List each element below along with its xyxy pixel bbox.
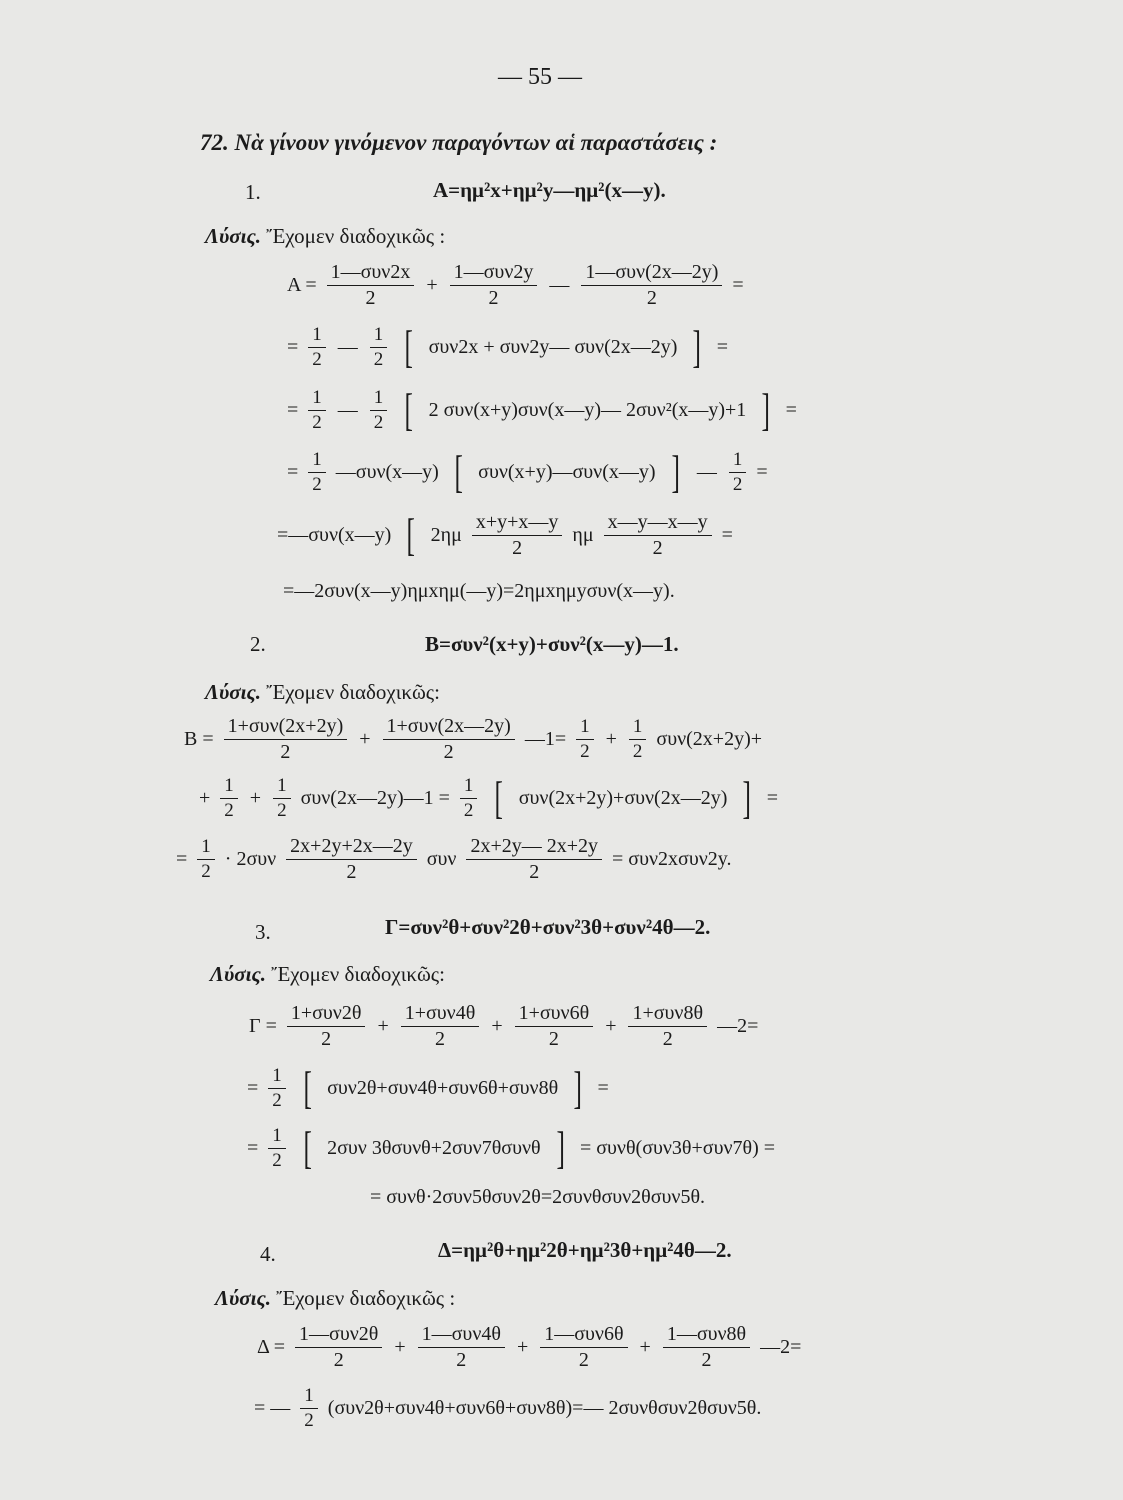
operator: + — [377, 1015, 389, 1037]
lhs: = — [247, 1136, 259, 1159]
left-bracket: [ — [494, 772, 504, 824]
lhs: Α = — [287, 274, 317, 296]
fraction: $\frac{1}{2}$ — [268, 1066, 286, 1111]
solution-intro-2 — [205, 680, 440, 705]
equation-line — [243, 1122, 779, 1174]
right-bracket: ] — [573, 1062, 583, 1114]
solution-intro-3 — [210, 962, 445, 987]
fraction: $\frac{\text{1—συν6θ}}{2}$ — [540, 1324, 627, 1371]
result: = συνθ(συν3θ+συν7θ) = — [579, 1136, 776, 1159]
equation-line — [195, 772, 782, 824]
fraction: $\frac{1}{2}$ — [300, 1386, 318, 1431]
item-number-4: 4. — [260, 1242, 276, 1266]
equation-line — [283, 262, 748, 309]
right-bracket: ] — [742, 772, 752, 824]
equation-line — [253, 1324, 805, 1371]
fraction: $\frac{\text{1+συν8θ}}{2}$ — [628, 1003, 707, 1050]
left-bracket: [ — [406, 509, 416, 561]
left-bracket: [ — [303, 1062, 312, 1114]
bracket-content: συν2x + συν2y— συν(2x—2y) — [428, 335, 678, 358]
item-number-3: 3. — [255, 920, 271, 944]
fraction: $\frac{1}{2}$ — [308, 325, 326, 370]
equation-line — [283, 446, 772, 498]
lhs: = — [287, 335, 299, 358]
fraction: $\frac{\text{1—συν8θ}}{2}$ — [663, 1324, 750, 1371]
fraction: $\frac{1}{2}$ — [197, 837, 215, 882]
left-bracket: [ — [454, 446, 463, 498]
result: = συνθ·2συν5θσυν2θ=2συνθσυν2θσυν5θ. — [370, 1186, 706, 1208]
equation-line — [283, 384, 801, 436]
lysis-label: Λύσις. — [205, 680, 262, 704]
lhs: Δ = — [257, 1336, 286, 1358]
equation-line — [283, 321, 732, 373]
fraction: $\frac{2x+2y— 2x+2y}{2}$ — [466, 836, 602, 883]
fraction: $\frac{\text{1—συν2θ}}{2}$ — [295, 1324, 382, 1371]
operator: + — [605, 728, 617, 750]
fraction: $\frac{2x+2y+2x—2y}{2}$ — [286, 836, 417, 883]
lhs: = — — [254, 1396, 291, 1419]
right-bracket: ] — [670, 446, 680, 498]
fraction: $\frac{1}{2}$ — [308, 388, 326, 433]
operator: + — [249, 786, 262, 809]
lhs: = — [247, 1076, 259, 1099]
fraction: $\frac{1}{2}$ — [308, 450, 326, 495]
fraction: $\frac{1}{2}$ — [460, 776, 478, 821]
fraction: $\frac{\text{1—συν(2x—2y)}}{2}$ — [581, 262, 722, 309]
bracket-content: συν(x+y)—συν(x—y) — [478, 460, 656, 483]
lhs: = — [176, 848, 188, 870]
bracket-content: συν2θ+συν4θ+συν6θ+συν8θ — [327, 1076, 559, 1099]
equals: = — [785, 398, 797, 421]
lysis-text: Ἔχομεν διαδοχικῶς : — [266, 224, 446, 248]
lhs: + — [199, 786, 211, 809]
operator: + — [394, 1336, 406, 1358]
operator: + — [639, 1336, 651, 1358]
lysis-label: Λύσις. — [215, 1286, 272, 1310]
lysis-text: Ἔχομεν διαδοχικῶς: — [266, 680, 440, 704]
equals: = — [756, 460, 768, 483]
term: —2= — [760, 1336, 802, 1358]
operator: + — [605, 1015, 617, 1037]
bracket-content: συν(2x+2y)+συν(2x—2y) — [518, 786, 728, 809]
operator: + — [491, 1015, 503, 1037]
right-bracket: ] — [556, 1122, 565, 1174]
right-bracket: ] — [692, 321, 702, 373]
term: —2= — [717, 1015, 759, 1037]
lysis-label: Λύσις. — [205, 224, 262, 248]
fraction: $\frac{\text{1—συν2x}}{2}$ — [327, 262, 415, 309]
fraction: $\frac{1}{2}$ — [576, 717, 594, 762]
fraction: $\frac{1}{2}$ — [273, 776, 291, 821]
equation-line — [273, 509, 737, 561]
factor: ημ — [572, 524, 594, 546]
lhs: = — [287, 398, 299, 421]
lhs: Γ = — [249, 1015, 277, 1037]
equals: = — [732, 274, 744, 296]
term: —1= — [524, 728, 567, 750]
equation-line — [370, 1186, 705, 1209]
factor: συν — [426, 848, 457, 870]
fraction: $\frac{\text{1+συν4θ}}{2}$ — [401, 1003, 480, 1050]
equation-line — [250, 1386, 765, 1431]
lysis-label: Λύσις. — [210, 962, 267, 986]
fraction: $\frac{1}{2}$ — [629, 717, 647, 762]
equation-line — [245, 1003, 762, 1050]
equals: = — [766, 786, 778, 809]
operator: + — [359, 728, 371, 750]
operator: — — [696, 460, 717, 483]
expression-1: Α=ημ²x+ημ²y—ημ²(x—y). — [433, 178, 666, 202]
lhs: =—συν(x—y) — [277, 524, 392, 546]
item-number-1: 1. — [245, 180, 261, 204]
equation-line — [172, 836, 735, 883]
factor: 2ημ — [430, 524, 462, 546]
factor: —συν(x—y) — [335, 460, 439, 483]
fraction: $\frac{\text{1+συν2θ}}{2}$ — [287, 1003, 366, 1050]
expression-3: Γ=συν²θ+συν²2θ+συν²3θ+συν²4θ—2. — [385, 915, 711, 939]
fraction: $\frac{1}{2}$ — [370, 325, 388, 370]
solution-intro-1 — [205, 224, 445, 249]
expression-4: Δ=ημ²θ+ημ²2θ+ημ²3θ+ημ²4θ—2. — [438, 1238, 732, 1262]
result: (συν2θ+συν4θ+συν6θ+συν8θ)=— 2συνθσυν2θσυν5θ. — [327, 1396, 762, 1419]
fraction: $\frac{1}{2}$ — [268, 1126, 286, 1171]
fraction: $\frac{1}{2}$ — [220, 776, 238, 821]
left-bracket: [ — [404, 384, 414, 436]
fraction: $\frac{\text{1+συν(2x—2y)}}{2}$ — [383, 716, 515, 763]
term: συν(2x+2y)+ — [656, 728, 763, 750]
fraction: $\frac{\text{1+συν6θ}}{2}$ — [515, 1003, 594, 1050]
result: =—2συν(x—y)ημxημ(—y)=2ημxημyσυν(x—y). — [283, 580, 675, 602]
equation-line — [180, 716, 766, 763]
equals: = — [716, 335, 728, 358]
operator: — — [337, 335, 358, 358]
lhs: = — [287, 460, 299, 483]
result: = συν2xσυν2y. — [612, 848, 732, 870]
factor: · 2συν — [224, 848, 277, 870]
fraction: $\frac{1}{2}$ — [370, 388, 388, 433]
solution-intro-4 — [215, 1286, 455, 1311]
equation-line — [283, 580, 675, 603]
bracket-content: 2 συν(x+y)συν(x—y)— 2συν²(x—y)+1 — [428, 398, 747, 421]
page-number: — 55 — — [498, 64, 582, 90]
operator: + — [516, 1336, 529, 1358]
item-number-2: 2. — [250, 632, 266, 656]
fraction: $\frac{\text{1+συν(2x+2y)}}{2}$ — [224, 716, 348, 763]
operator: — — [549, 274, 570, 296]
lysis-text: Ἔχομεν διαδοχικῶς: — [271, 962, 445, 986]
fraction: $\frac{\text{1—συν2y}}{2}$ — [450, 262, 538, 309]
equals: = — [597, 1076, 609, 1099]
equation-line — [243, 1062, 613, 1114]
lysis-text: Ἔχομεν διαδοχικῶς : — [276, 1286, 456, 1310]
fraction: $\frac{\text{1—συν4θ}}{2}$ — [418, 1324, 505, 1371]
expression-2: Β=συν²(x+y)+συν²(x—y)—1. — [425, 632, 679, 656]
fraction: $\frac{1}{2}$ — [729, 450, 747, 495]
right-bracket: ] — [761, 384, 771, 436]
operator: + — [426, 274, 438, 296]
bracket-content: 2συν 3θσυνθ+2συν7θσυνθ — [327, 1136, 541, 1159]
term: συν(2x—2y)—1 = — [300, 786, 450, 809]
equals: = — [721, 524, 733, 546]
lhs: Β = — [184, 728, 214, 750]
fraction: $\frac{x+y+x—y}{2}$ — [472, 512, 563, 559]
left-bracket: [ — [303, 1122, 312, 1174]
exercise-heading: 72. Νὰ γίνουν γινόμενον παραγόντων αἱ παραστάσεις : — [200, 130, 718, 155]
left-bracket: [ — [404, 321, 414, 373]
fraction: $\frac{x—y—x—y}{2}$ — [604, 512, 712, 559]
operator: — — [337, 398, 358, 421]
